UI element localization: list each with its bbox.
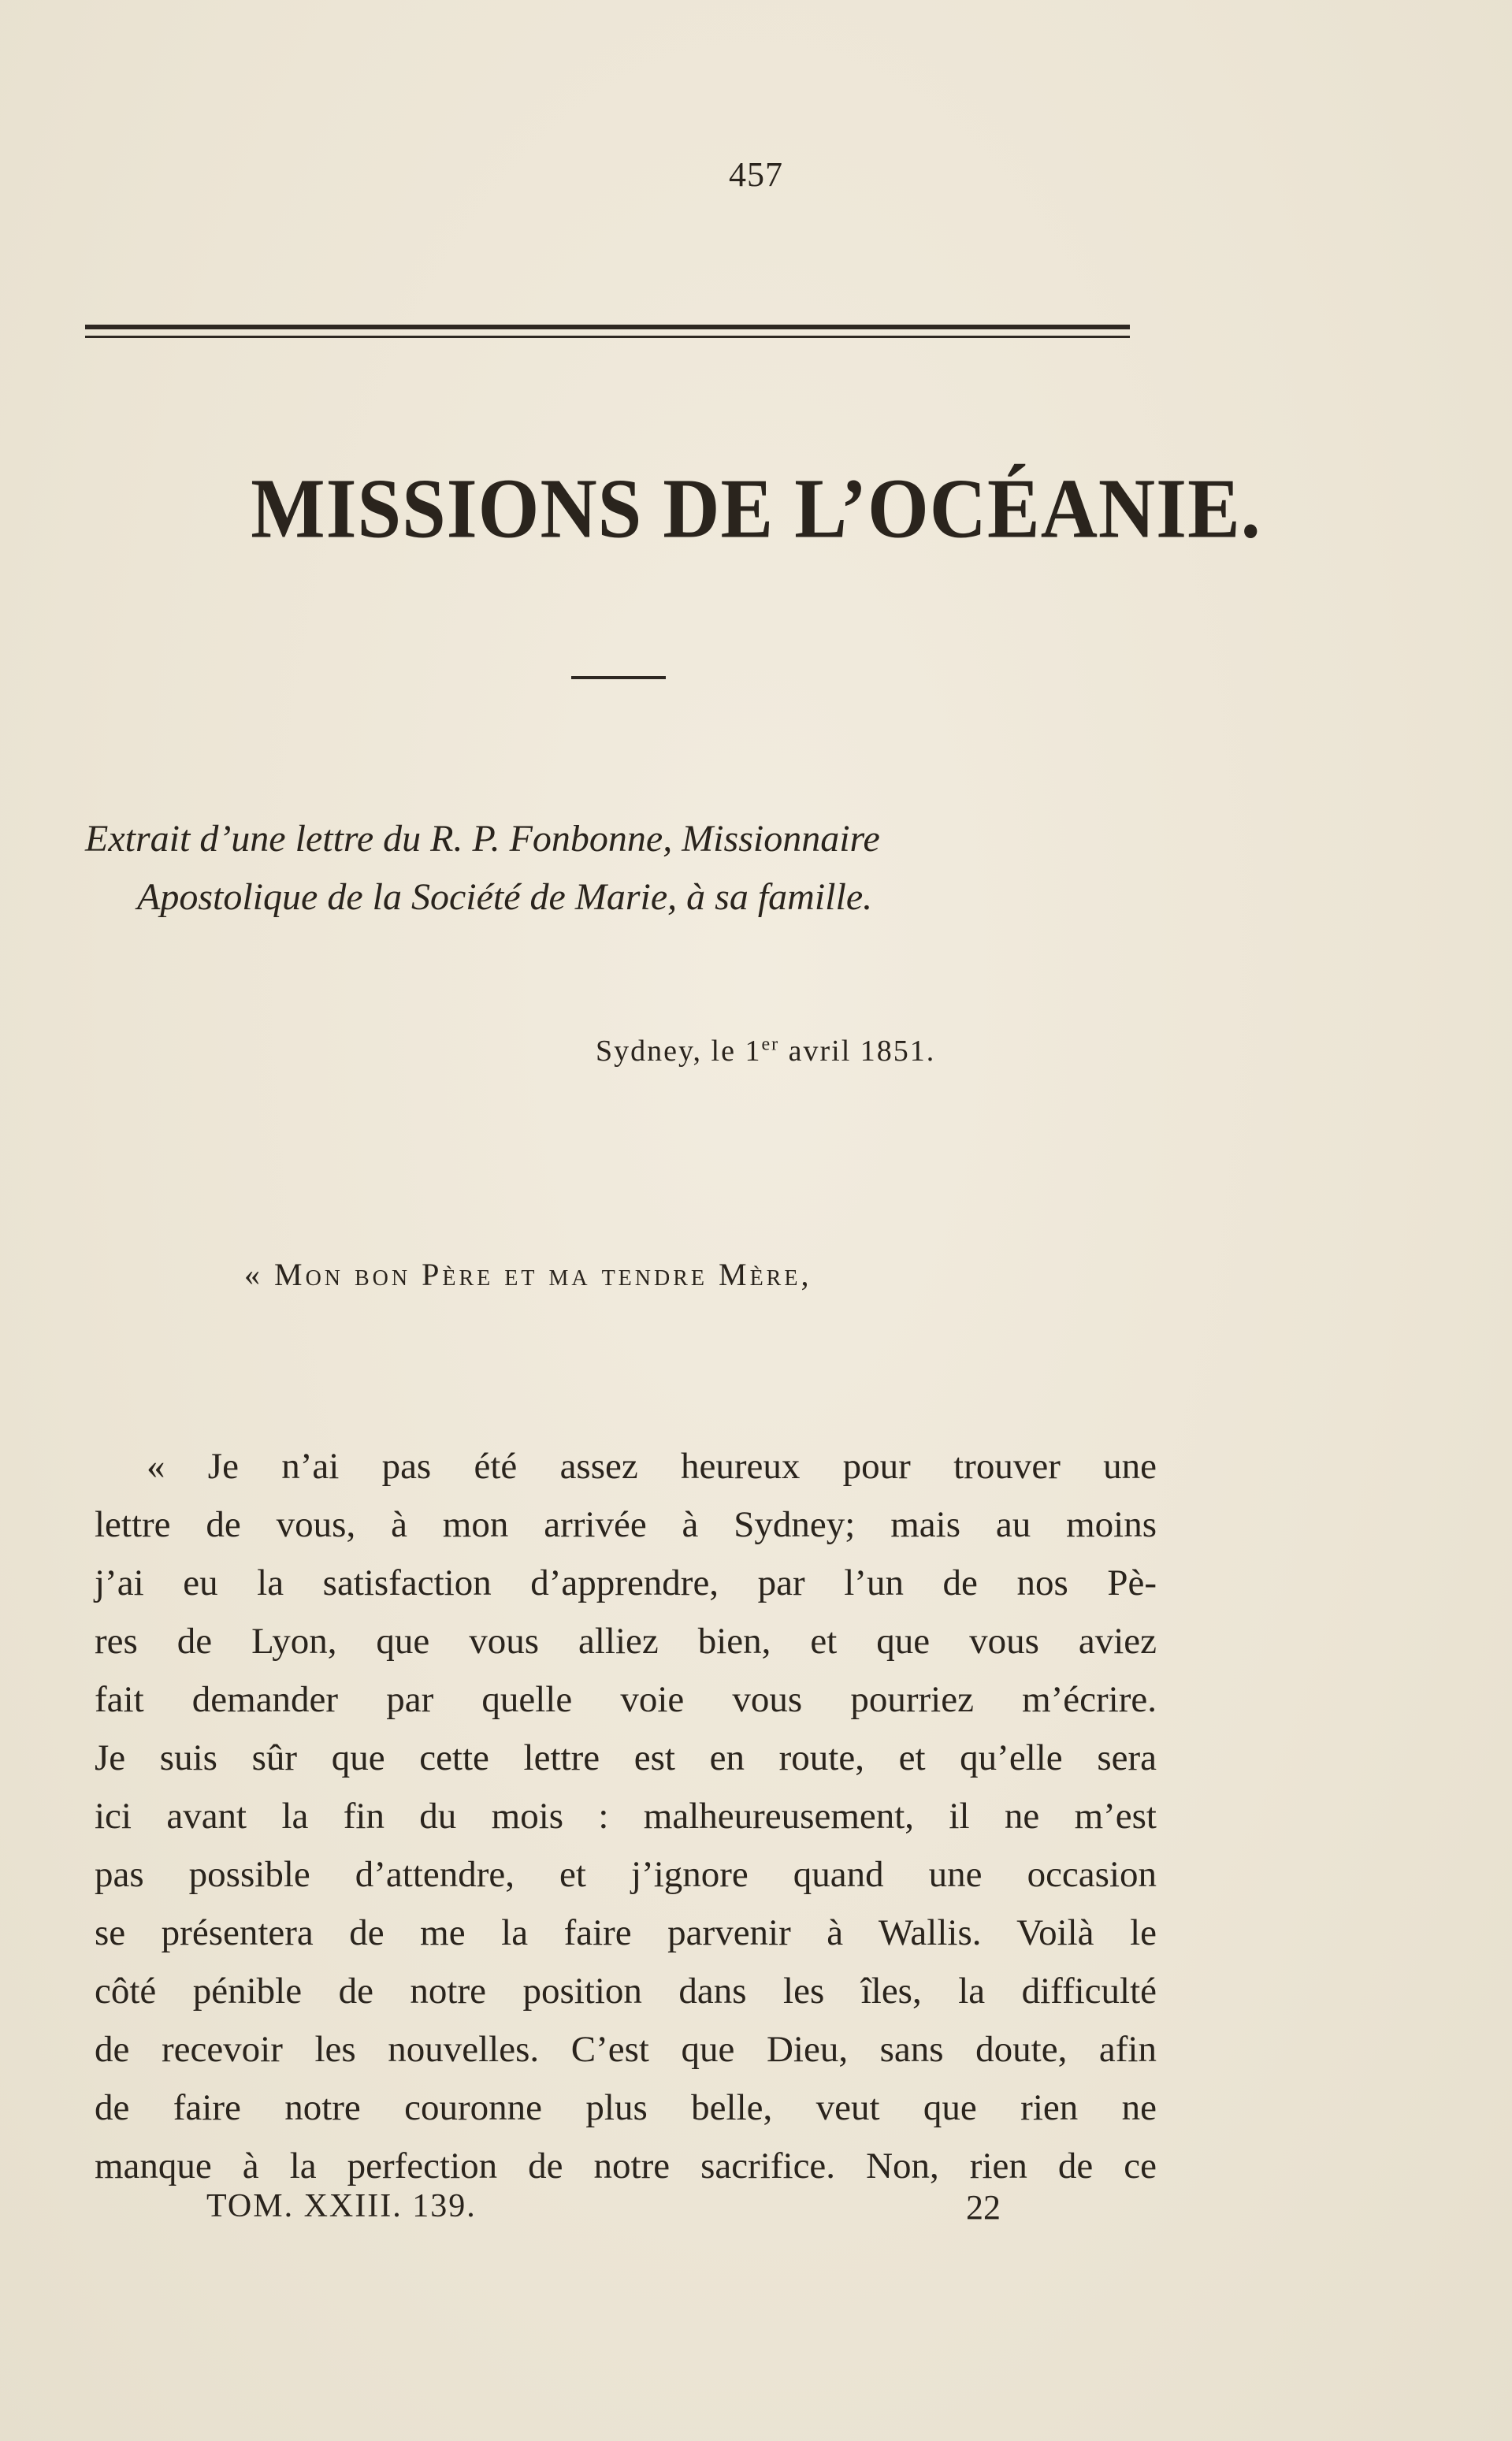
body-line: de recevoir les nouvelles. C’est que Dieu, sans doute, afin bbox=[95, 2029, 1157, 2070]
header-rule-thick bbox=[85, 325, 1130, 329]
body-line: Je suis sûr que cette lettre est en route, et qu’elle sera bbox=[95, 1737, 1157, 1778]
subtitle-line-1: Extrait d’une lettre du R. P. Fonbonne, Missionnaire bbox=[85, 818, 880, 860]
body-line: manque à la perfection de notre sacrifice. Non, rien de ce bbox=[95, 2146, 1157, 2186]
body-line: côté pénible de notre position dans les îles, la difficulté bbox=[95, 1971, 1157, 2012]
body-line: de faire notre couronne plus belle, veut que rien ne bbox=[95, 2087, 1157, 2128]
body-line: lettre de vous, à mon arrivée à Sydney; mais au moins bbox=[95, 1504, 1157, 1545]
header-rule-thin bbox=[85, 336, 1130, 338]
body-line: « Je n’ai pas été assez heureux pour trouver une bbox=[147, 1446, 1157, 1487]
letter-date bbox=[596, 1034, 935, 1068]
date-superscript: er bbox=[761, 1034, 780, 1055]
body-line: pas possible d’attendre, et j’ignore quand une occasion bbox=[95, 1854, 1157, 1895]
subtitle-line-2: Apostolique de la Société de Marie, à sa famille. bbox=[137, 876, 873, 918]
date-text: Sydney, le 1 bbox=[596, 1035, 762, 1068]
body-line: res de Lyon, que vous alliez bien, et que vous aviez bbox=[95, 1621, 1157, 1662]
page-number: 457 bbox=[729, 155, 783, 194]
salutation: « Mon bon Père et ma tendre Mère, bbox=[244, 1257, 812, 1292]
separator-rule bbox=[571, 676, 666, 679]
body-line: ici avant la fin du mois : malheureusement, il ne m’est bbox=[95, 1796, 1157, 1837]
date-text-end: avril 1851. bbox=[779, 1035, 936, 1068]
body-line: fait demander par quelle voie vous pourriez m’écrire. bbox=[95, 1679, 1157, 1720]
footer-signature-mark: 22 bbox=[966, 2188, 1001, 2227]
body-line: se présentera de me la faire parvenir à Wallis. Voilà le bbox=[95, 1912, 1157, 1953]
footer-volume: TOM. XXIII. 139. bbox=[206, 2188, 477, 2224]
section-heading: MISSIONS DE L’OCÉANIE. bbox=[251, 461, 1261, 556]
body-line: j’ai eu la satisfaction d’apprendre, par l’un de nos Pè- bbox=[95, 1562, 1157, 1603]
